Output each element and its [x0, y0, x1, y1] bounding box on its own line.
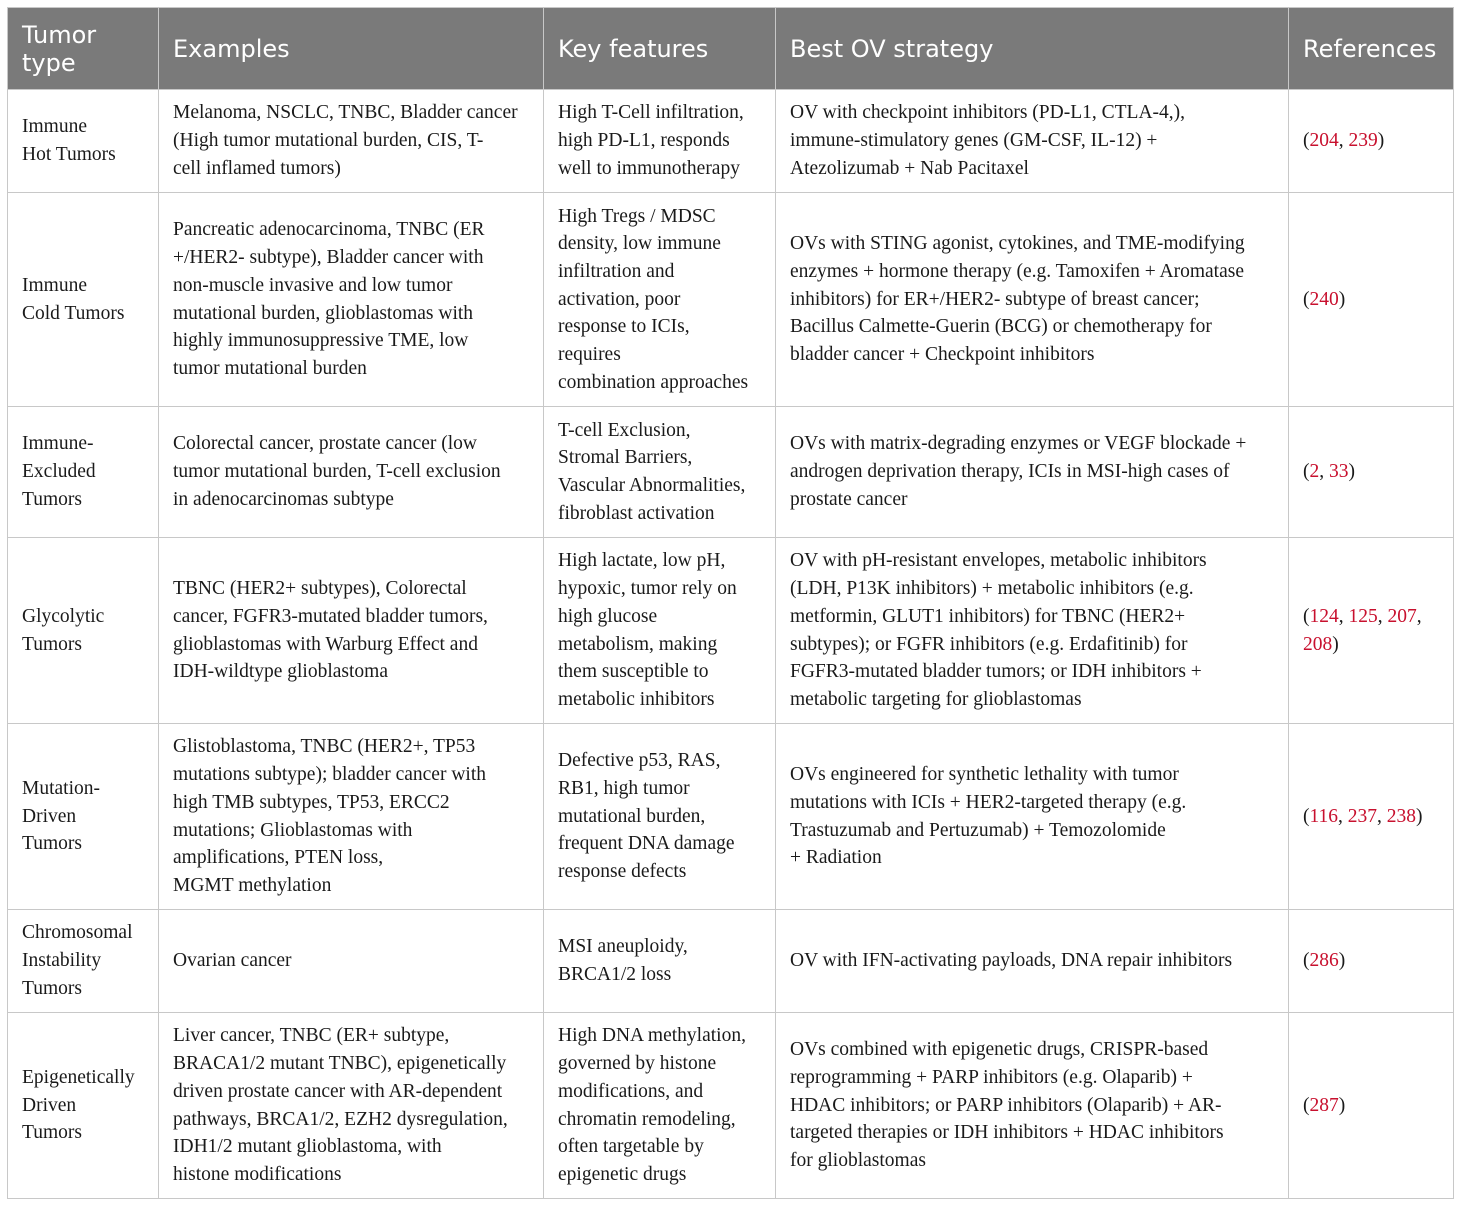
reference-link[interactable]: 204 [1309, 130, 1339, 152]
table-row [8, 90, 1454, 193]
reference-link[interactable]: 238 [1386, 805, 1417, 827]
reference-link[interactable]: 33 [1329, 461, 1349, 483]
header-references: References [1289, 8, 1454, 90]
key-features-cell: High Tregs / MDSC density, low immune infiltration and activation, poor response to ICIs, requires combination approaches [544, 193, 776, 407]
references-cell: (116, 237, 238) [1289, 724, 1454, 910]
examples-cell: Melanoma, NSCLC, TNBC, Bladder cancer (High tumor mutational burden, CIS, T- cell inflamed tumors) [159, 90, 544, 193]
header-row [8, 8, 1454, 90]
key-features-cell: High T-Cell infiltration, high PD-L1, responds well to immunotherapy [544, 90, 776, 193]
reference-link[interactable]: 125 [1348, 605, 1378, 627]
header-examples: Examples [159, 8, 544, 90]
table-row [8, 538, 1454, 724]
key-features-cell: MSI aneuploidy, BRCA1/2 loss [544, 910, 776, 1013]
header-key-features: Key features [544, 8, 776, 90]
reference-link[interactable]: 124 [1309, 605, 1339, 627]
ov-strategy-cell: OV with checkpoint inhibitors (PD-L1, CTLA-4,), immune-stimulatory genes (GM-CSF, IL-12) + Atezolizumab + Nab Pacitaxel [776, 90, 1289, 193]
header-tumor-type: Tumor type [8, 8, 159, 90]
examples-cell: Pancreatic adenocarcinoma, TNBC (ER +/HER2- subtype), Bladder cancer with non-muscle invasive and low tumor mutational burden, glioblastomas with highly immunosuppressive TME, low tumor mutational burden [159, 193, 544, 407]
table-row [8, 407, 1454, 538]
key-features-cell: T-cell Exclusion, Stromal Barriers, Vascular Abnormalities, fibroblast activation [544, 407, 776, 538]
examples-cell: Colorectal cancer, prostate cancer (low tumor mutational burden, T-cell exclusion in adenocarcinomas subtype [159, 407, 544, 538]
reference-link[interactable]: 207 [1387, 605, 1417, 627]
ov-strategy-cell: OVs with STING agonist, cytokines, and TME-modifying enzymes + hormone therapy (e.g. Tamoxifen + Aromatase inhibitors) for ER+/HER2- subtype of breast cancer; Bacillus Calmette-Guerin (BCG) or chemotherapy for bladder cancer + Checkpoint inhibitors [776, 193, 1289, 407]
header-best-ov-strategy: Best OV strategy [776, 8, 1289, 90]
table-row [8, 1013, 1454, 1199]
reference-link[interactable]: 240 [1309, 288, 1339, 310]
references-cell: (240) [1289, 193, 1454, 407]
ov-strategy-cell: OVs combined with epigenetic drugs, CRISPR-based reprogramming + PARP inhibitors (e.g. Olaparib) + HDAC inhibitors; or PARP inhibitors (Olaparib) + AR- targeted therapies or IDH inhibitors + HDAC inhibitors for glioblastomas [776, 1013, 1289, 1199]
reference-link[interactable]: 116 [1309, 805, 1339, 827]
reference-link[interactable]: 239 [1348, 130, 1378, 152]
table-row [8, 193, 1454, 407]
references-cell: (286) [1289, 910, 1454, 1013]
tumor-type-cell: Mutation- Driven Tumors [8, 724, 159, 910]
tumor-type-cell: Immune- Excluded Tumors [8, 407, 159, 538]
tumor-type-cell: Immune Cold Tumors [8, 193, 159, 407]
references-cell: (2, 33) [1289, 407, 1454, 538]
ov-strategy-cell: OVs with matrix-degrading enzymes or VEGF blockade + androgen deprivation therapy, ICIs in MSI-high cases of prostate cancer [776, 407, 1289, 538]
ov-strategy-cell: OVs engineered for synthetic lethality with tumor mutations with ICIs + HER2-targeted therapy (e.g. Trastuzumab and Pertuzumab) + Temozolomide + Radiation [776, 724, 1289, 910]
references-cell: (124, 125, 207, 208) [1289, 538, 1454, 724]
references-cell: (287) [1289, 1013, 1454, 1199]
examples-cell: Ovarian cancer [159, 910, 544, 1013]
examples-cell: TBNC (HER2+ subtypes), Colorectal cancer, FGFR3-mutated bladder tumors, glioblastomas with Warburg Effect and IDH-wildtype glioblastoma [159, 538, 544, 724]
reference-link[interactable]: 208 [1303, 633, 1333, 655]
ov-strategy-cell: OV with pH-resistant envelopes, metabolic inhibitors (LDH, P13K inhibitors) + metabolic inhibitors (e.g. metformin, GLUT1 inhibitors) for TBNC (HER2+ subtypes); or FGFR inhibitors (e.g. Erdafitinib) for FGFR3-mutated bladder tumors; or IDH inhibitors + metabolic targeting for glioblastomas [776, 538, 1289, 724]
reference-link[interactable]: 2 [1309, 461, 1320, 483]
table-row [8, 910, 1454, 1013]
ov-strategy-cell: OV with IFN-activating payloads, DNA repair inhibitors [776, 910, 1289, 1013]
key-features-cell: High DNA methylation, governed by histone modifications, and chromatin remodeling, often targetable by epigenetic drugs [544, 1013, 776, 1199]
reference-link[interactable]: 286 [1309, 950, 1339, 972]
table-row [8, 724, 1454, 910]
examples-cell: Liver cancer, TNBC (ER+ subtype, BRACA1/2 mutant TNBC), epigenetically driven prostate cancer with AR-dependent pathways, BRCA1/2, EZH2 dysregulation, IDH1/2 mutant glioblastoma, with histone modifications [159, 1013, 544, 1199]
tumor-type-cell: Chromosomal Instability Tumors [8, 910, 159, 1013]
reference-link[interactable]: 287 [1309, 1094, 1339, 1116]
key-features-cell: High lactate, low pH, hypoxic, tumor rely on high glucose metabolism, making them susceptible to metabolic inhibitors [544, 538, 776, 724]
key-features-cell: Defective p53, RAS, RB1, high tumor mutational burden, frequent DNA damage response defects [544, 724, 776, 910]
tumor-strategy-table [7, 7, 1454, 1199]
tumor-type-cell: Glycolytic Tumors [8, 538, 159, 724]
reference-link[interactable]: 237 [1347, 805, 1378, 827]
tumor-type-cell: Immune Hot Tumors [8, 90, 159, 193]
references-cell: (204, 239) [1289, 90, 1454, 193]
examples-cell: Glistoblastoma, TNBC (HER2+, TP53 mutations subtype); bladder cancer with high TMB subtypes, TP53, ERCC2 mutations; Glioblastomas with amplifications, PTEN loss, MGMT methylation [159, 724, 544, 910]
tumor-type-cell: Epigenetically Driven Tumors [8, 1013, 159, 1199]
